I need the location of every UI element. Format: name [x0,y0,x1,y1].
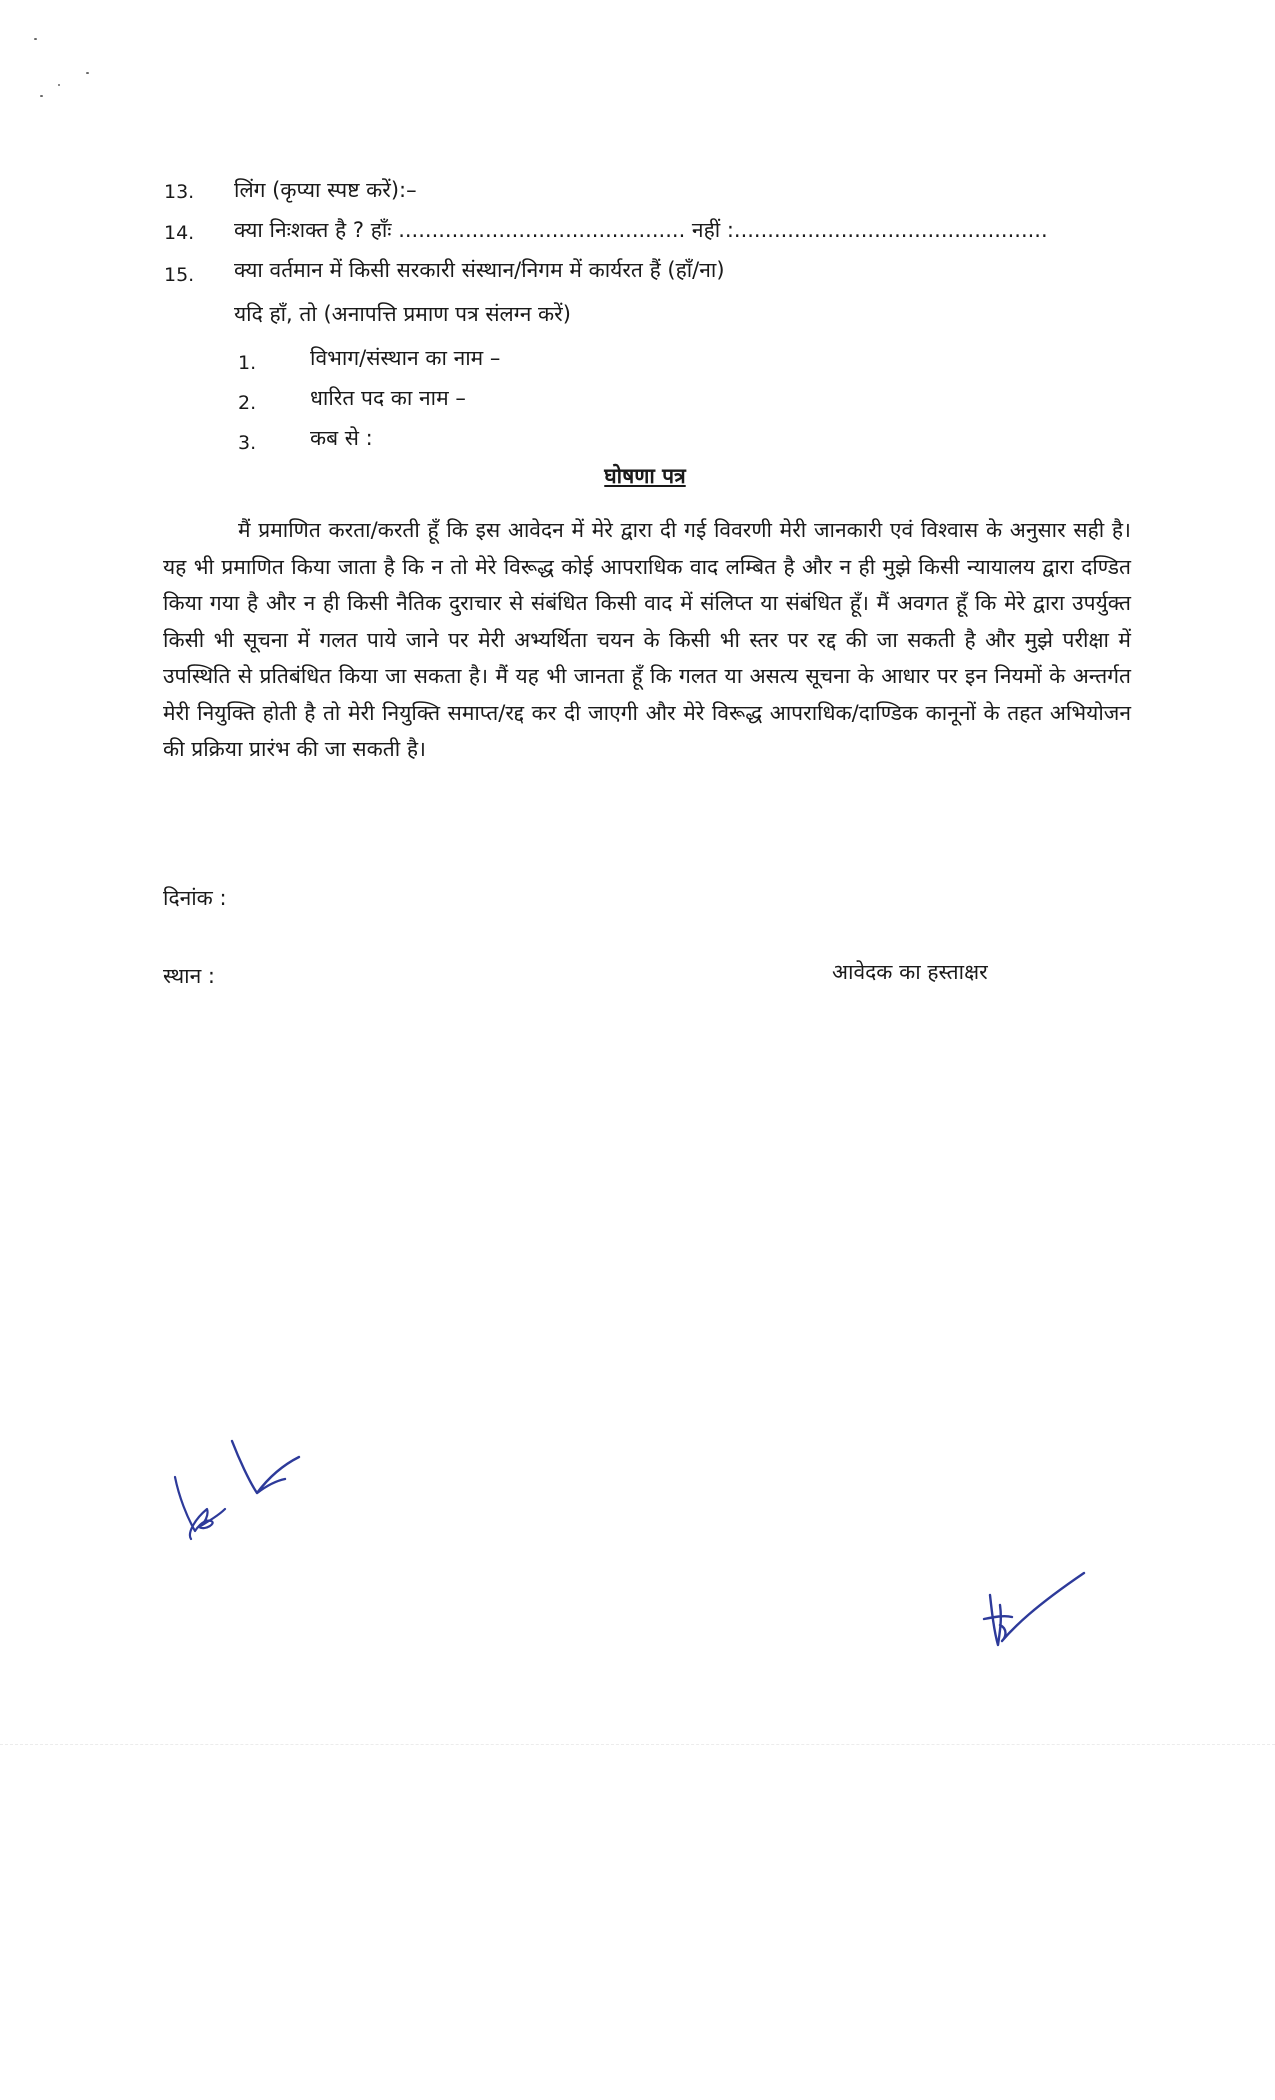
scan-speck [40,95,43,97]
noc-note: यदि हाँ, तो (अनापत्ति प्रमाण पत्र संलग्न करें) [234,302,571,326]
date-label: दिनांक : [163,886,227,910]
declaration-body: मैं प्रमाणित करता/करती हूँ कि इस आवेदन में मेरे द्वारा दी गई विवरणी मेरी जानकारी एवं विश्वास के अनुसार सही है। यह भी प्रमाणित किया जाता है कि न तो मेरे विरूद्ध कोई आपराधिक वाद लम्बित है और न ही मुझे किसी न्यायालय द्वारा दण्डित किया गया है और न ही किसी नैतिक दुराचार से संबंधित किसी वाद में संलिप्त या संबंधित हूँ। मैं अवगत हूँ कि मेरे द्वारा उपर्युक्त किसी भी सूचना में गलत पाये जाने पर मेरी अभ्यर्थिता चयन के किसी भी स्तर पर रद्द की जा सकती है और मुझे परीक्षा में उपस्थिति से प्रतिबंधित किया जा सकता है। मैं यह भी जानता हूँ कि गलत या असत्य सूचना के आधार पर इन नियमों के अन्तर्गत मेरी नियुक्ति होती है तो मेरी नियुक्ति समाप्त/रद्द कर दी जाएगी और मेरे विरूद्ध आपराधिक/दाण्डिक कानूनों के तहत अभियोजन की प्रक्रिया प्रारंभ की जा सकती है। [163,518,1131,761]
since-when-label: कब से : [310,426,373,450]
disability-field-label: क्या निःशक्त है ? हाँः ........................................... नहीं :............................................... [234,218,1048,242]
handwritten-initials-right [980,1565,1100,1655]
declaration-heading: घोषणा पत्र [604,464,686,488]
employment-field-label: क्या वर्तमान में किसी सरकारी संस्थान/निगम में कार्यरत हैं (हाँ/ना) [234,258,725,282]
gender-field-label: लिंग (कृप्या स्पष्ट करें):– [234,178,417,202]
scan-artifact-line [0,1744,1275,1746]
department-name-label: विभाग/संस्थान का नाम – [310,346,501,370]
applicant-signature-label: आवेदक का हस्ताक्षर [832,960,988,984]
sub-item-number: 3. [238,432,257,454]
item-number: 15. [164,264,195,286]
item-number: 13. [164,181,195,203]
handwritten-initials-left [165,1435,335,1555]
post-held-label: धारित पद का नाम – [310,386,466,410]
scan-speck [86,72,89,74]
sub-item-number: 2. [238,392,257,414]
sub-item-number: 1. [238,352,257,374]
scan-speck [58,84,60,86]
item-number: 14. [164,222,195,244]
place-label: स्थान : [163,964,216,988]
scan-speck [34,38,37,40]
